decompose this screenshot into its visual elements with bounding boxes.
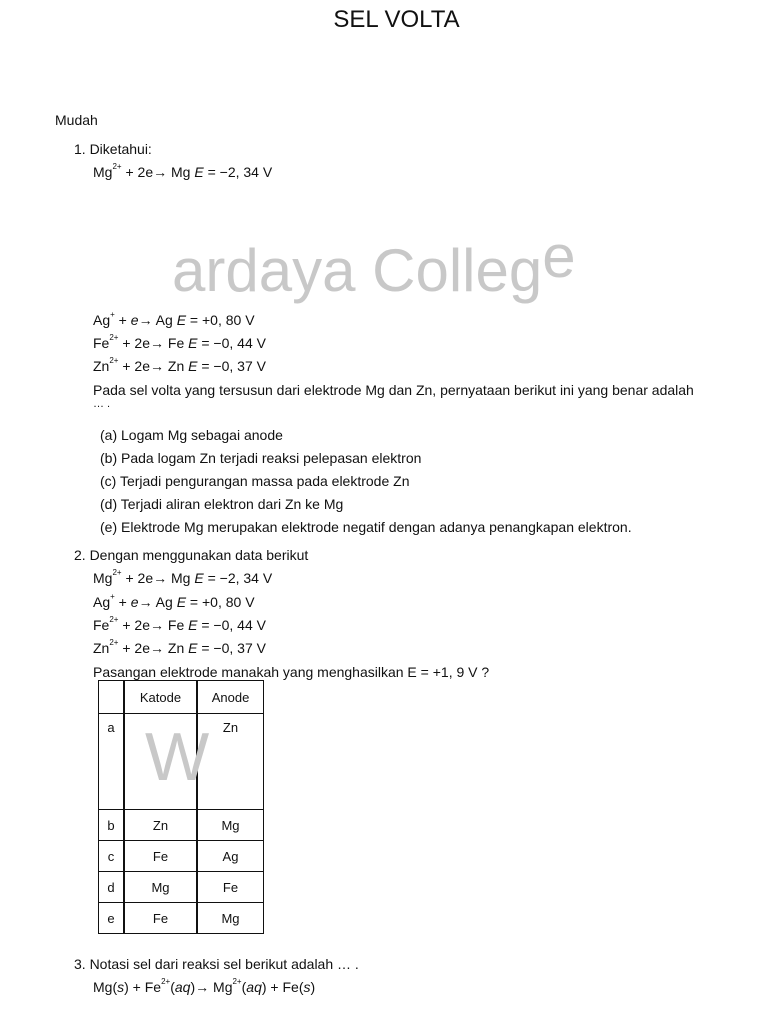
table-cell-label: a [99, 714, 125, 810]
page-title: SEL VOLTA [333, 6, 460, 33]
q1-equation-mg: $Mg^{2+} + 2e\to Mg$ E = −2, 34 V [93, 162, 273, 180]
q2-equation-ag: Ag+ + e→ Ag E = +0, 80 V [93, 592, 255, 610]
table-cell-anode: Fe [197, 872, 264, 903]
table-cell-katode: Mg [124, 872, 197, 903]
table-cell-katode: Zn [124, 810, 197, 841]
table-header-row [99, 681, 264, 714]
q2-equation-mg: $Mg^{2+} + 2e\to Mg$ E = −2, 34 V [93, 568, 273, 586]
table-cell-label: e [99, 903, 125, 934]
table-cell-anode: Mg [197, 810, 264, 841]
question-2-prompt: 2. Dengan menggunakan data berikut [74, 547, 309, 563]
table-cell-katode: Fe [124, 841, 197, 872]
watermark-text: ardaya College [172, 223, 576, 304]
table-header-anode: Anode [197, 681, 264, 714]
q1-equation-zn: $Zn^{2+} + 2e\to Zn$ E = −0, 37 V [93, 356, 266, 374]
q2-equation-zn: $Zn^{2+} + 2e\to Zn$ E = −0, 37 V [93, 638, 266, 656]
q1-equation-ag: Ag+ + e→ Ag E = +0, 80 V [93, 310, 255, 328]
table-cell-label: b [99, 810, 125, 841]
q3-reaction: $Mg(s) + Fe^{2+}(aq)\to Mg^{2+}(aq) + Fe(s)$ [93, 977, 316, 995]
q1-option-a: (a) Logam Mg sebagai anode [100, 427, 283, 443]
q2-question: Pasangan elektrode manakah yang menghasilkan E = +1, 9 V ? [93, 664, 490, 680]
q1-equation-fe: $Fe^{2+} + 2e\to Fe$ E = −0, 44 V [93, 333, 266, 351]
table-cell-label: c [99, 841, 125, 872]
table-row [99, 841, 264, 872]
q1-option-b: (b) Pada logam Zn terjadi reaksi pelepasan elektron [100, 450, 422, 466]
q1-option-d: (d) Terjadi aliran elektron dari Zn ke Mg [100, 496, 344, 512]
table-row [99, 903, 264, 934]
q1-question-ellipsis: … . [93, 398, 111, 410]
question-1-prompt: 1. Diketahui: [74, 141, 152, 157]
watermark-letter: W [145, 719, 210, 795]
q1-question: Pada sel volta yang tersusun dari elektrode Mg dan Zn, pernyataan berikut ini yang benar adalah [93, 382, 694, 398]
q1-option-e: (e) Elektrode Mg merupakan elektrode negatif dengan adanya penangkapan elektron. [100, 519, 632, 535]
section-heading: Mudah [55, 112, 98, 128]
q2-equation-fe: $Fe^{2+} + 2e\to Fe$ E = −0, 44 V [93, 615, 266, 633]
table-cell-anode: Zn [197, 714, 264, 810]
table-cell-label: d [99, 872, 125, 903]
table-cell-anode: Mg [197, 903, 264, 934]
q1-option-c: (c) Terjadi pengurangan massa pada elektrode Zn [100, 473, 410, 489]
table-cell-katode: Fe [124, 903, 197, 934]
table-header-katode: Katode [124, 681, 197, 714]
table-row [99, 872, 264, 903]
table-header-cell [99, 681, 125, 714]
question-3-prompt: 3. Notasi sel dari reaksi sel berikut adalah … . [74, 956, 359, 972]
table-cell-anode: Ag [197, 841, 264, 872]
table-row [99, 810, 264, 841]
